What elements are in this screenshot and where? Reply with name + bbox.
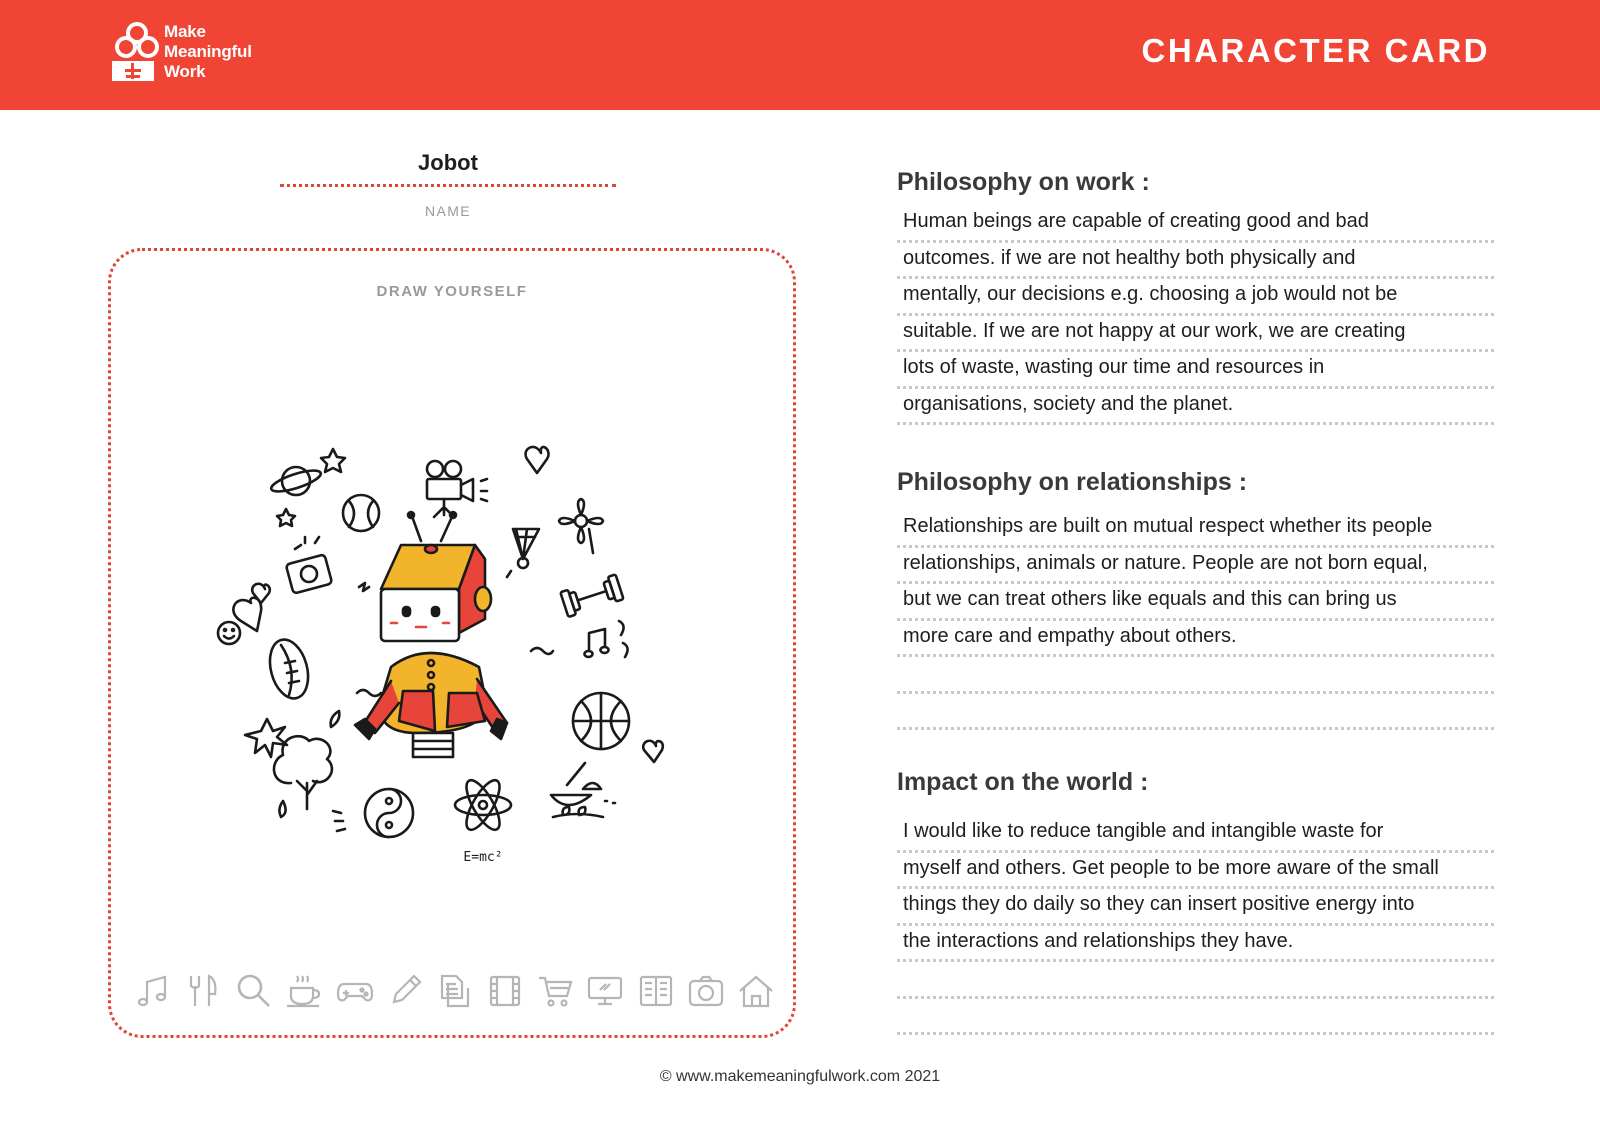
draw-yourself-label: DRAW YOURSELF <box>376 283 528 300</box>
text-line: Relationships are built on mutual respect whether its people <box>897 511 1494 548</box>
coffee-icon <box>285 972 323 1010</box>
section-title-impact: Impact on the world : <box>897 768 1149 796</box>
section-title-work: Philosophy on work : <box>897 168 1150 196</box>
camera-icon <box>286 537 332 594</box>
header-banner <box>0 0 1600 110</box>
brand-line-3: Work <box>164 62 206 81</box>
section-lines-work <box>897 206 1494 425</box>
newspaper-icon <box>637 972 675 1010</box>
film-icon <box>486 972 524 1010</box>
heart-icon <box>643 741 663 762</box>
text-line: myself and others. Get people to be more aware of the small <box>897 853 1494 890</box>
text-line: Human beings are capable of creating good and bad <box>897 206 1494 243</box>
text-line: mentally, our decisions e.g. choosing a job would not be <box>897 279 1494 316</box>
text-line: outcomes. if we are not healthy both physically and <box>897 243 1494 280</box>
text-line: relationships, animals or nature. People are not born equal, <box>897 548 1494 585</box>
flower-icon <box>559 499 603 553</box>
star-icon <box>321 449 345 472</box>
brand-name <box>164 22 252 82</box>
activity-icon-row <box>135 969 775 1013</box>
section-lines-impact <box>897 816 1494 1035</box>
brand-logo[interactable] <box>112 20 272 86</box>
brand-line-1: Make <box>164 22 206 41</box>
music-icon <box>135 972 173 1010</box>
star-icon <box>277 509 295 526</box>
small-flower-icon <box>245 719 287 757</box>
footer-copyright: © www.makemeaningfulwork.com 2021 <box>659 1068 941 1085</box>
film-camera-icon <box>427 461 487 517</box>
planet-icon <box>269 466 323 495</box>
atom-icon <box>455 776 511 834</box>
gamepad-icon <box>336 972 374 1010</box>
yin-yang-icon <box>365 789 413 837</box>
name-underline <box>280 184 616 187</box>
smile-icon <box>218 622 240 644</box>
text-line: I would like to reduce tangible and intangible waste for <box>897 816 1494 853</box>
hearts-icon <box>233 584 269 631</box>
rugby-ball-icon <box>264 635 314 702</box>
music-notes-icon <box>585 621 628 657</box>
section-lines-relationships <box>897 511 1494 730</box>
cart-icon <box>536 972 574 1010</box>
baseball-icon <box>343 495 379 531</box>
text-line: more care and empathy about others. <box>897 621 1494 658</box>
name-label: NAME <box>424 203 472 219</box>
basketball-icon <box>573 693 629 749</box>
doodle-marks <box>333 811 345 831</box>
clover-logo-icon <box>112 20 164 84</box>
section-title-relationships: Philosophy on relationships : <box>897 468 1248 496</box>
dumbbell-icon <box>560 574 623 617</box>
text-line <box>897 657 1494 694</box>
monitor-icon <box>586 972 624 1010</box>
search-icon <box>235 972 273 1010</box>
cutlery-icon <box>185 972 223 1010</box>
text-line: but we can treat others like equals and this can bring us <box>897 584 1494 621</box>
heart-icon <box>526 447 549 473</box>
mortar-herbs-icon <box>551 763 615 817</box>
equation-label: E=mc² <box>463 850 503 865</box>
pencil-icon <box>386 972 424 1010</box>
home-icon <box>737 972 775 1010</box>
text-line: the interactions and relationships they have. <box>897 926 1494 963</box>
page-title: CHARACTER CARD <box>1141 32 1490 69</box>
documents-icon <box>436 972 474 1010</box>
text-line: suitable. If we are not happy at our work, we are creating <box>897 316 1494 353</box>
brand-line-2: Meaningful <box>164 42 252 61</box>
robot-icon <box>355 512 507 757</box>
shuttlecock-icon <box>513 529 539 568</box>
character-name: Jobot <box>418 150 478 175</box>
text-line <box>897 694 1494 731</box>
robot-illustration <box>211 431 691 871</box>
text-line <box>897 962 1494 999</box>
text-line: things they do daily so they can insert positive energy into <box>897 889 1494 926</box>
text-line: organisations, society and the planet. <box>897 389 1494 426</box>
draw-yourself-box <box>108 248 796 1038</box>
text-line: lots of waste, wasting our time and resources in <box>897 352 1494 389</box>
camera-icon <box>687 972 725 1010</box>
text-line <box>897 999 1494 1036</box>
